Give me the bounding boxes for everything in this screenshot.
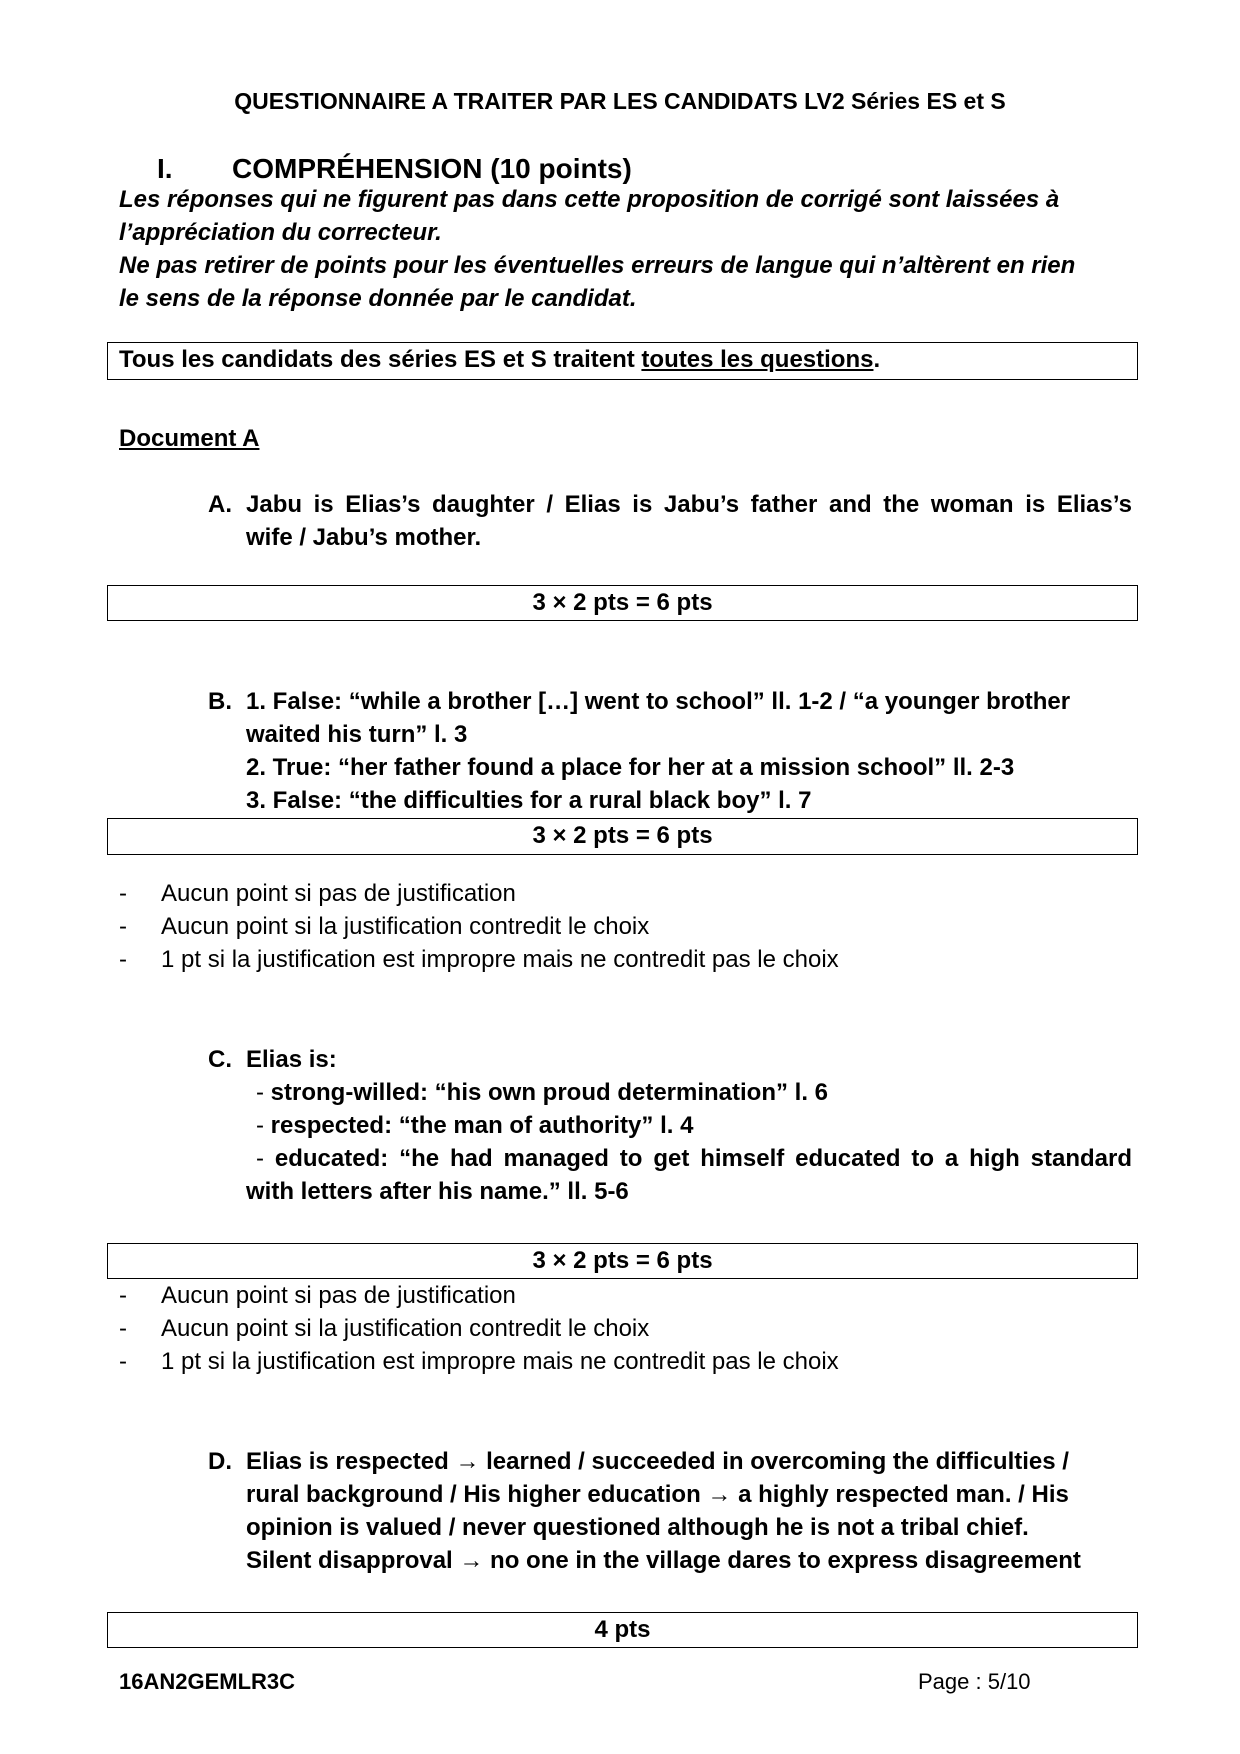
all-questions-box [107, 342, 1138, 380]
instructions-line-2: l’appréciation du correcteur. [119, 219, 442, 246]
question-b-letter: B. [208, 688, 232, 715]
sub-dash: - [256, 1112, 264, 1139]
grading-note [119, 1345, 839, 1378]
instructions-line-4: le sens de la réponse donnée par le candidat. [119, 285, 637, 312]
question-c-points-box [107, 1243, 1138, 1279]
instructions-line-3: Ne pas retirer de points pour les éventuelles erreurs de langue qui n’altèrent en rien [119, 252, 1076, 279]
note-dash: - [119, 1348, 127, 1375]
question-d-line-1: Elias is respected → learned / succeeded in overcoming the difficulties / [246, 1448, 1069, 1475]
question-b-answer [246, 685, 1132, 817]
grading-instructions [119, 183, 1129, 315]
instructions-line-1: Les réponses qui ne figurent pas dans cette proposition de corrigé sont laissées à [119, 186, 1060, 213]
note-dash: - [119, 946, 127, 973]
question-c-intro: Elias is: [246, 1046, 337, 1073]
question-b-item-2: 2. True: “her father found a place for her at a mission school” ll. 2-3 [246, 754, 1015, 781]
question-d-line-2: rural background / His higher education → a highly respected man. / His [246, 1481, 1069, 1508]
grading-note [119, 1279, 839, 1312]
grading-note [119, 1312, 839, 1345]
question-b-points-box [107, 818, 1138, 855]
note-dash: - [119, 913, 127, 940]
note-text: 1 pt si la justification est impropre mais ne contredit pas le choix [161, 946, 839, 973]
question-c-item-3-line-2: with letters after his name.” ll. 5-6 [246, 1178, 629, 1205]
question-c-points: 3 × 2 pts = 6 pts [532, 1247, 713, 1274]
question-a-answer [246, 488, 1132, 554]
question-d-points: 4 pts [594, 1616, 651, 1643]
question-c-item-2: - respected: “the man of authority” l. 4 [256, 1112, 694, 1139]
question-c-item-1: - strong-willed: “his own proud determination” l. 6 [256, 1079, 829, 1106]
grading-note [119, 943, 839, 976]
section-number: I. [157, 153, 173, 184]
question-a-points-box [107, 585, 1138, 621]
note-text: Aucun point si la justification contredit le choix [161, 913, 650, 940]
section-title: COMPRÉHENSION (10 points) [232, 153, 632, 184]
note-text: Aucun point si pas de justification [161, 880, 516, 907]
sub-dash: - [256, 1145, 264, 1172]
question-d-letter: D. [208, 1448, 232, 1475]
question-b-item-1-line-1: 1. False: “while a brother […] went to school” ll. 1-2 / “a younger brother [246, 688, 1071, 715]
page-number: Page : 5/10 [918, 1669, 1031, 1694]
question-a-letter: A. [208, 491, 232, 518]
all-questions-underlined: toutes les questions [641, 346, 874, 373]
grading-note [119, 910, 839, 943]
question-b-grading-notes [119, 877, 839, 976]
note-dash: - [119, 1315, 127, 1342]
exam-code: 16AN2GEMLR3C [119, 1669, 296, 1694]
all-questions-period: . [873, 346, 881, 373]
question-c-grading-notes [119, 1279, 839, 1378]
question-c-letter: C. [208, 1046, 232, 1073]
question-b-item-3: 3. False: “the difficulties for a rural black boy” l. 7 [246, 787, 812, 814]
grading-note [119, 877, 839, 910]
question-d-line-3: opinion is valued / never questioned although he is not a tribal chief. [246, 1514, 1029, 1541]
note-text: Aucun point si pas de justification [161, 1282, 516, 1309]
page-header: QUESTIONNAIRE A TRAITER PAR LES CANDIDATS LV2 Séries ES et S [234, 88, 1006, 114]
question-b-points: 3 × 2 pts = 6 pts [532, 822, 713, 849]
question-d-points-box [107, 1612, 1138, 1648]
all-questions-text: Tous les candidats des séries ES et S traitent [119, 346, 642, 373]
note-dash: - [119, 1282, 127, 1309]
question-d-answer [246, 1445, 1132, 1577]
question-a-points: 3 × 2 pts = 6 pts [532, 589, 713, 616]
question-c-answer [246, 1043, 1132, 1208]
note-text: 1 pt si la justification est impropre mais ne contredit pas le choix [161, 1348, 839, 1375]
sub-dash: - [256, 1079, 264, 1106]
question-a-line-1: Jabu is Elias’s daughter / Elias is Jabu’s father and the woman is Elias’s [246, 491, 1132, 518]
question-d-line-4: Silent disapproval → no one in the village dares to express disagreement [246, 1547, 1081, 1574]
note-dash: - [119, 880, 127, 907]
document-label: Document A [119, 425, 260, 452]
note-text: Aucun point si la justification contredit le choix [161, 1315, 650, 1342]
question-c-item-3-line-1: - educated: “he had managed to get himself educated to a high standard [256, 1145, 1132, 1172]
question-b-item-1-line-2: waited his turn” l. 3 [246, 721, 468, 748]
question-a-line-2: wife / Jabu’s mother. [246, 524, 482, 551]
